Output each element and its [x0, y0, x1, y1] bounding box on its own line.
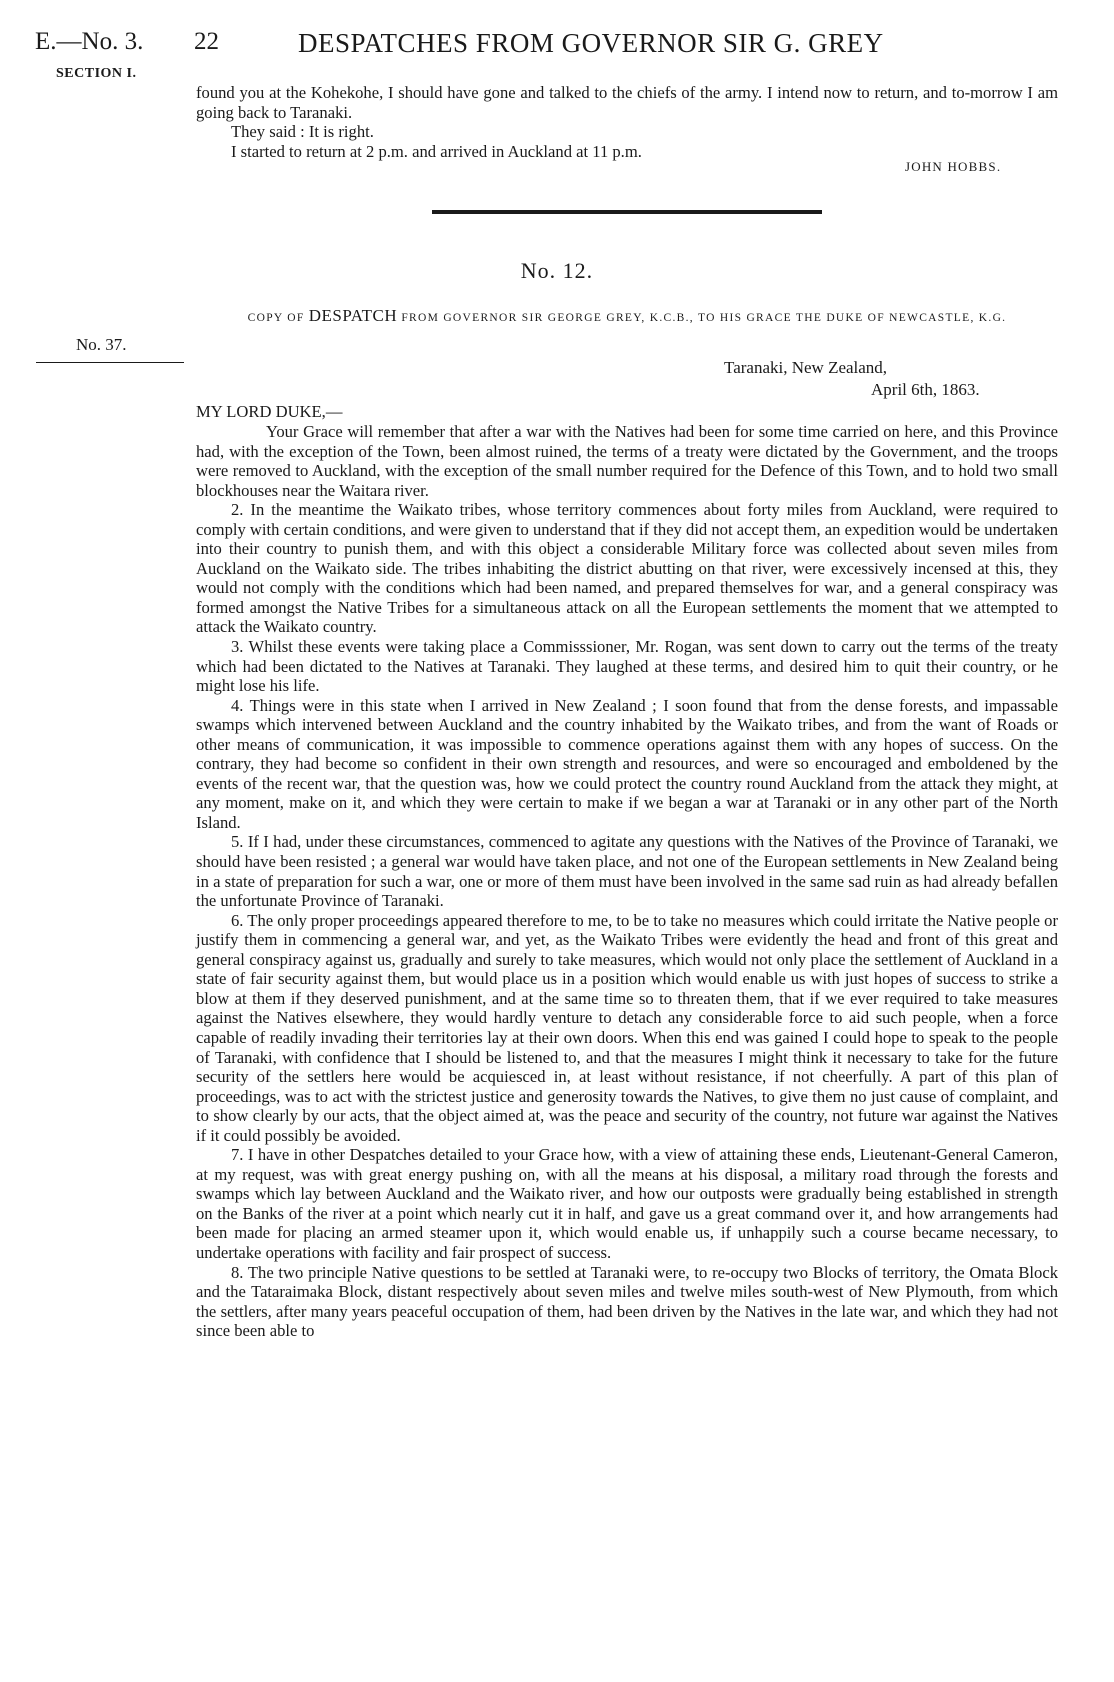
caption-rest: FROM GOVERNOR SIR GEORGE GREY, K.C.B., TO HIS GRACE THE DUKE OF NEWCASTLE, K.G.: [401, 312, 1007, 324]
page-title: DESPATCHES FROM GOVERNOR SIR G. GREY: [298, 28, 884, 58]
paragraph-5: 5. If I had, under these circumstances, commenced to agitate any questions with the Natives of the Province of Taranaki, we should have been resisted ; a general war would have taken place, and not one of the European settlements in New Zealand being in a state of preparation for such a war, one or more of them must have been involved in the same sad ruin as had already befallen the unfortunate Province of Taranaki.: [196, 832, 1058, 911]
section-label: SECTION I.: [56, 66, 137, 81]
started-line: I started to return at 2 p.m. and arrived in Auckland at 11 p.m.: [231, 141, 642, 161]
paragraph-2: 2. In the meantime the Waikato tribes, whose territory commences about forty miles from Auckland, were required to comply with certain conditions, and were given to understand that if they did not accept them, an expedition would be undertaken into their country to punish them, and with this object a considerable Military force was collected about seven miles from Auckland on the Waikato side. The tribes inhabiting the district abutting on that river, were excessively incensed at this, they would not comply with the conditions which had been named, and prepared themselves for war, and a general conspiracy was formed amongst the Native Tribes for a simultaneous attack on all the European settlements the moment that we attempted to attack the Waikato country.: [196, 500, 1058, 637]
despatch-caption: [196, 308, 1058, 326]
margin-rule: [36, 362, 184, 363]
caption-despatch-word: DESPATCH: [308, 306, 398, 325]
despatch-place: Taranaki, New Zealand,: [724, 358, 888, 377]
paragraph-4: 4. Things were in this state when I arrived in New Zealand ; I soon found that from the dense forests, and impassable swamps which intervened between Auckland and the country inhabited by the Waikato tribes, and from the want of Roads or other means of communication, it was impossible to commence operations against them with any hopes of success. On the contrary, they had become so confident in their own strength and resources, and were so encouraged and emboldened by the events of the recent war, that the question was, how we could protect the country round Auckland from the attack they might, at any moment, make on it, and which they were certain to make if we began a war at Taranaki or in any other part of the North Island.: [196, 695, 1058, 832]
document-code: E.—No. 3.: [35, 28, 144, 55]
section-divider: [432, 210, 822, 214]
continued-paragraph: found you at the Kohekohe, I should have gone and talked to the chiefs of the army. I intend now to return, and to-morrow I am going back to Taranaki.: [196, 83, 1058, 122]
margin-reference: No. 37.: [76, 335, 127, 354]
paragraph-6: 6. The only proper proceedings appeared therefore to me, to be to take no measures which could irritate the Native people or justify them in commencing a general war, and yet, as the Waikato Tribes were evidently the head and front of this great and general conspiracy against us, gradually and surely to take measures, which would not only place the settlement of Auckland in a state of fair security against them, but would place us in a position which would enable us with just hopes of success to strike a blow at them if they deserved punishment, and at the same time so to threaten them, that if we ever required to take measures against the Natives elsewhere, they would hardly venture to detach any considerable force to aid such people, when a force capable of readily invading their territories lay at their own doors. When this end was gained I could hope to speak to the people of Taranaki, with confidence that I should be listened to, and that the measures I might think it necessary to take for the future security of the settlers here would be acquiesced in, at least without resistance, if not cheerfully. A part of this plan of proceedings, was to act with the strictest justice and generosity towards the Natives, to give them no just cause of complaint, and to show clearly by our acts, that the object aimed at, was the peace and security of the country, not future war against the Natives if it could possibly be avoided.: [196, 910, 1058, 1145]
paragraph-7: 7. I have in other Despatches detailed to your Grace how, with a view of attaining these ends, Lieutenant-General Cameron, at my request, was with great energy pushing on, with all the means at his disposal, a military road through the forests and swamps which lay between Auckland and the Waikato river, and how our outposts were gradually being established in strength on the Banks of the river at a point which nearly cut it in half, and gave us a great command over it, and how arrangements had been made for placing an armed steamer upon it, which would enable us, if unhappily such a course became necessary, to undertake operations with facility and fair prospect of success.: [196, 1145, 1058, 1262]
caption-prefix: COPY OF: [247, 312, 305, 324]
despatch-number: No. 12.: [520, 258, 594, 283]
despatch-date: April 6th, 1863.: [871, 380, 980, 399]
paragraph-8: 8. The two principle Native questions to be settled at Taranaki were, to re-occupy two Blocks of territory, the Omata Block and the Tataraimaka Block, distant respectively about seven miles and twelve miles south-west of New Plymouth, from which the settlers, after many years peaceful occupation of them, had been driven by the Natives in the late war, and which they had not since been able to: [196, 1262, 1058, 1341]
continued-text-block: [196, 83, 1058, 161]
page-number: 22: [194, 28, 219, 55]
despatch-body: [196, 422, 1058, 1341]
paragraph-3: 3. Whilst these events were taking place a Commisssioner, Mr. Rogan, was sent down to carry out the terms of the treaty which had been dictated to the Natives at Taranaki. They laughed at these terms, and desired him to quit their country, or he might lose his life.: [196, 637, 1058, 696]
signature: JOHN HOBBS.: [905, 159, 1002, 174]
they-said-line: They said : It is right.: [231, 122, 374, 142]
paragraph-1: Your Grace will remember that after a war with the Natives had been for some time carried on here, and this Province had, with the exception of the Town, been almost ruined, the terms of a treaty were dictated by the Government, and the troops were removed to Auckland, with the exception of the small number required for the Defence of this Town, and to hold two small blockhouses near the Waitara river.: [196, 422, 1058, 500]
salutation: MY LORD DUKE,—: [196, 402, 343, 421]
